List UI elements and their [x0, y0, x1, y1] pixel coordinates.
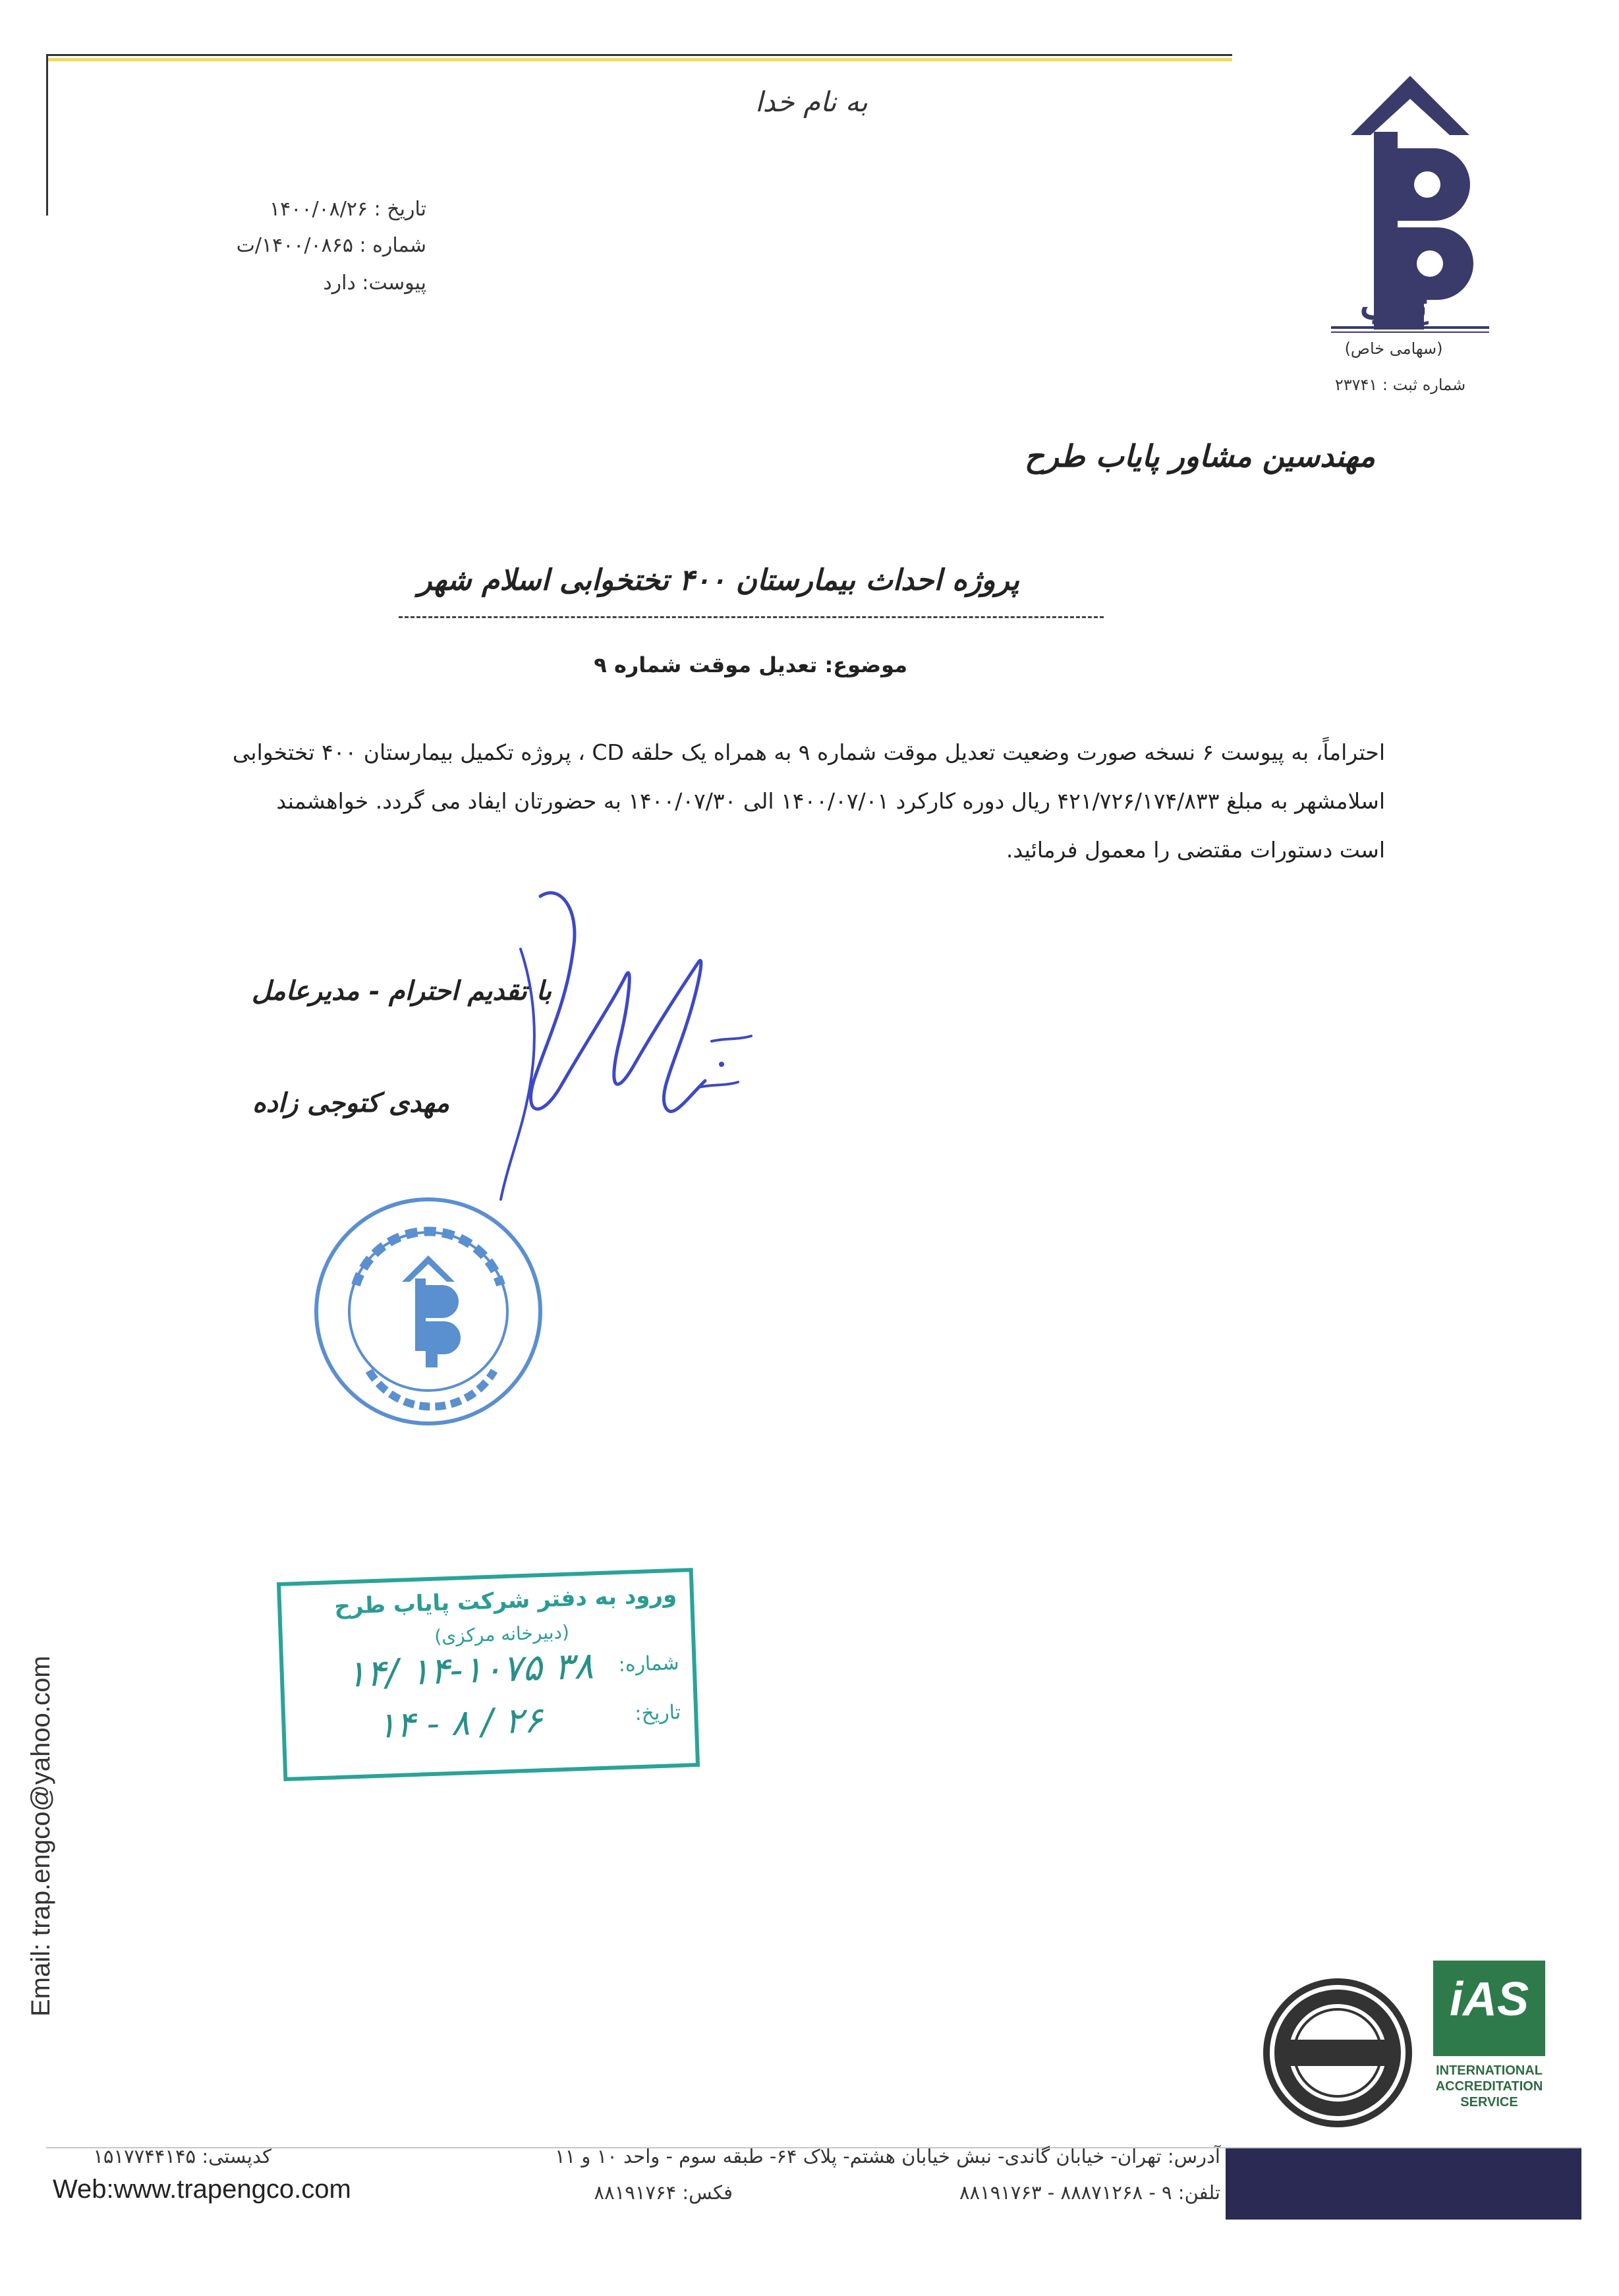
receipt-number-value: ۱۴/ ۱۴-۱۰۷۵ ۳۸: [345, 1644, 594, 1696]
receipt-stamp-title: ورود به دفتر شرکت پایاب طرح: [333, 1581, 677, 1621]
project-title: پروژه احداث بیمارستان ۴۰۰ تختخوابی اسلام شهر: [418, 563, 1019, 597]
footer-fax: فکس: ۸۸۱۹۱۷۶۴: [594, 2181, 733, 2204]
certified-management-system-badge: [1262, 1977, 1413, 2129]
handwritten-signature: [461, 870, 778, 1226]
receipt-date-value: ۱۴ - ۸ / ۲۶: [376, 1699, 544, 1746]
receipt-stamp-subtitle: (دبیرخانه مرکزی): [434, 1621, 570, 1648]
letter-number: شماره : ۱۴۰۰/۰۸۶۵/ت: [236, 234, 426, 257]
receipt-stamp: [277, 1568, 700, 1781]
left-border-line: [46, 54, 48, 215]
letter-subject: موضوع: تعدیل موقت شماره ۹: [594, 652, 907, 677]
letter-date: تاریخ : ۱۴۰۰/۰۸/۲۶: [270, 198, 426, 221]
company-seal: [310, 1193, 547, 1430]
ias-accreditation-badge: [1433, 1961, 1545, 2132]
top-border-line: [46, 54, 1232, 56]
ias-logo-text-icon: iAS: [1449, 1973, 1529, 2026]
body-line: است دستورات مقتضی را معمول فرمائید.: [1006, 837, 1385, 863]
receipt-date-label: تاریخ:: [634, 1700, 681, 1726]
recipient: مهندسین مشاور پایاب طرح: [1024, 438, 1375, 474]
footer-website: Web:www.trapengco.com: [53, 2175, 351, 2204]
registration-number: شماره ثبت : ۲۳۷۴۱: [1334, 376, 1466, 394]
letter-body: [120, 728, 1385, 875]
body-line: اسلامشهر به مبلغ ۴۲۱/۷۲۶/۱۷۴/۸۳۳ ریال دوره کارکرد ۱۴۰۰/۰۷/۰۱ الی ۱۴۰۰/۰۷/۳۰ به حضورتان ایفاد می گردد. خواهشمند: [276, 788, 1385, 814]
logo-subtitle: (سهامی خاص): [1344, 339, 1443, 358]
footer-phone: تلفن: ۹ - ۸۸۸۷۱۲۶۸ - ۸۸۱۹۱۷۶۳: [959, 2181, 1220, 2204]
logo-company-name: تِرَپ: [1359, 283, 1428, 328]
footer-postal-code: کدپستی: ۱۵۱۷۷۴۴۱۴۵: [93, 2145, 271, 2167]
footer-color-bar: [1226, 2148, 1581, 2220]
ias-caption-icon: INTERNATIONAL ACCREDITATION SERVICE: [1435, 2063, 1543, 2109]
closing-salutation: با تقدیم احترام - مدیرعامل: [252, 975, 552, 1006]
receipt-number-label: شماره:: [618, 1651, 680, 1677]
top-border-accent: [46, 58, 1232, 61]
bismillah-heading: به نام خدا: [754, 86, 868, 118]
letter-attachment: پیوست: دارد: [323, 272, 426, 295]
footer-address: آدرس: تهران- خیابان گاندی- نبش خیابان هشتم- پلاک ۶۴- طبقه سوم - واحد ۱۰ و ۱۱: [555, 2145, 1220, 2167]
title-divider: [399, 616, 1104, 618]
body-line: احتراماً، به پیوست ۶ نسخه صورت وضعیت تعدیل موقت شماره ۹ به همراه یک حلقه CD ، پروژه تکمیل بیمارستان ۴۰۰ تختخوابی: [232, 739, 1385, 765]
signer-name: مهدی کتوجی زاده: [252, 1087, 449, 1118]
footer-email: Email: trap.engco@yahoo.com: [26, 1655, 55, 2017]
